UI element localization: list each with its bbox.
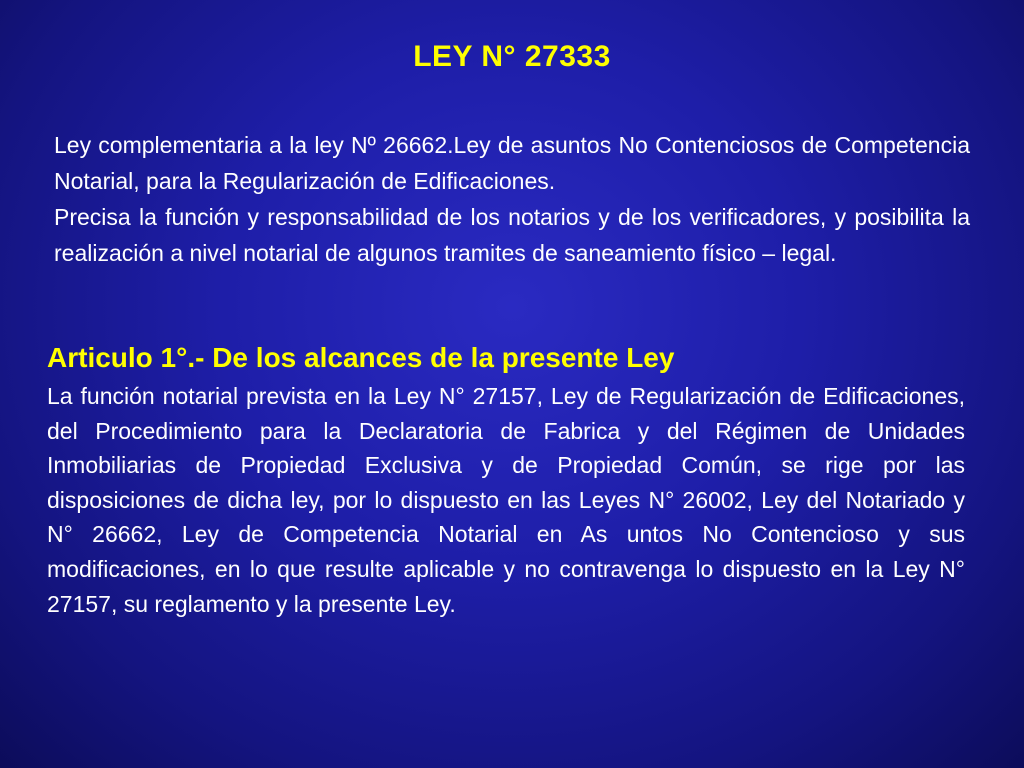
slide-title: LEY N° 27333 (413, 40, 611, 73)
article-body: La función notarial prevista en la Ley N° 27157, Ley de Regularización de Edificaciones, del Procedimiento para la Declaratoria de Fabrica y del Régimen de Unidades Inmobiliarias de Propiedad Exclusiva y de Propiedad Común, se rige por las disposiciones de dicha ley, por lo dispuesto en las Leyes N° 26002, Ley del Notariado y N° 26662, Ley de Competencia Notarial en As untos No Contencioso y sus modificaciones, en lo que resulte aplicable y no contravenga lo dispuesto en la Ley N° 27157, su reglamento y la presente Ley. (47, 383, 965, 617)
article-heading: Articulo 1°.- De los alcances de la presente Ley (47, 342, 675, 373)
intro-paragraph-1: Ley complementaria a la ley Nº 26662.Ley de asuntos No Contenciosos de Competencia Notarial, para la Regularización de Edificaciones. (54, 132, 970, 194)
intro-paragraph-2: Precisa la función y responsabilidad de los notarios y de los verificadores, y posibilita la realización a nivel notarial de algunos tramites de saneamiento físico – legal. (54, 204, 970, 266)
intro-text (54, 127, 970, 271)
